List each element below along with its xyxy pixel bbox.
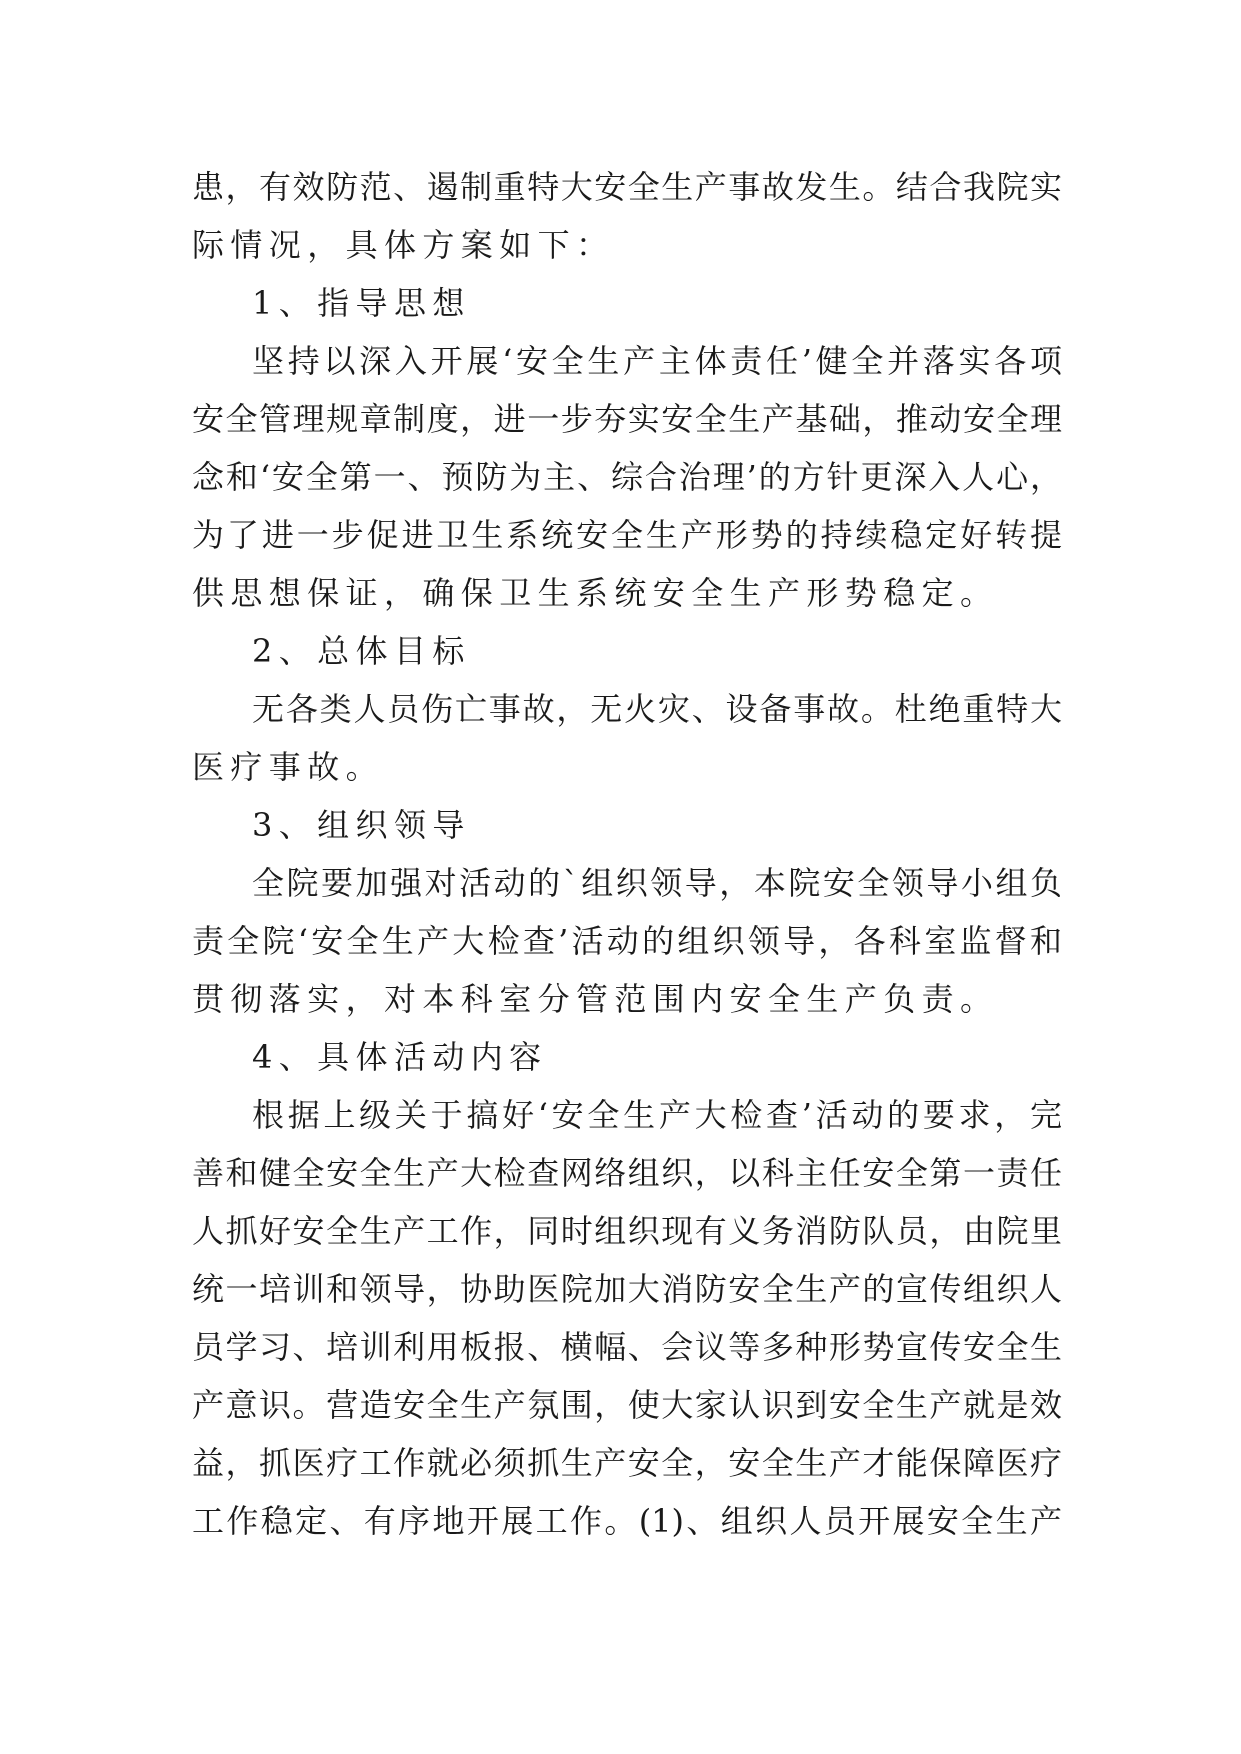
text-line: 工作稳定、有序地开展工作。(1)、组织人员开展安全生产: [192, 1502, 1062, 1540]
text-line: 安全管理规章制度，进一步夯实安全生产基础，推动安全理: [192, 400, 1062, 438]
text-line: 产意识。营造安全生产氛围，使大家认识到安全生产就是效: [192, 1386, 1062, 1424]
paragraph-first-line: 2、总体目标: [252, 632, 471, 670]
paragraph-first-line: 根据上级关于搞好‘安全生产大检查’活动的要求，完: [252, 1096, 1062, 1134]
text-line: 员学习、培训利用板报、横幅、会议等多种形势宣传安全生: [192, 1328, 1062, 1366]
text-line: 责全院‘安全生产大检查’活动的组织领导，各科室监督和: [192, 922, 1062, 960]
text-line: 益，抓医疗工作就必须抓生产安全，安全生产才能保障医疗: [192, 1444, 1062, 1482]
paragraph-first-line: 坚持以深入开展‘安全生产主体责任’健全并落实各项: [252, 342, 1062, 380]
text-line: 统一培训和领导，协助医院加大消防安全生产的宣传组织人: [192, 1270, 1062, 1308]
text-line: 念和‘安全第一、预防为主、综合治理’的方针更深入人心，: [192, 458, 1062, 496]
text-line: 善和健全安全生产大检查网络组织，以科主任安全第一责任: [192, 1154, 1062, 1192]
text-line: 际情况，具体方案如下：: [192, 226, 615, 264]
paragraph-first-line: 3、组织领导: [252, 806, 471, 844]
text-line: 患，有效防范、遏制重特大安全生产事故发生。结合我院实: [192, 168, 1062, 206]
text-line: 供思想保证，确保卫生系统安全生产形势稳定。: [192, 574, 999, 612]
paragraph-first-line: 1、指导思想: [252, 284, 471, 322]
document-body: [192, 158, 1062, 1550]
text-line: 医疗事故。: [192, 748, 385, 786]
text-line: 为了进一步促进卫生系统安全生产形势的持续稳定好转提: [192, 516, 1062, 554]
text-line: 贯彻落实，对本科室分管范围内安全生产负责。: [192, 980, 999, 1018]
paragraph-first-line: 无各类人员伤亡事故，无火灾、设备事故。杜绝重特大: [252, 690, 1062, 728]
paragraph-first-line: 全院要加强对活动的`组织领导，本院安全领导小组负: [252, 864, 1062, 902]
paragraph-first-line: 4、具体活动内容: [252, 1038, 548, 1076]
text-line: 人抓好安全生产工作，同时组织现有义务消防队员，由院里: [192, 1212, 1062, 1250]
